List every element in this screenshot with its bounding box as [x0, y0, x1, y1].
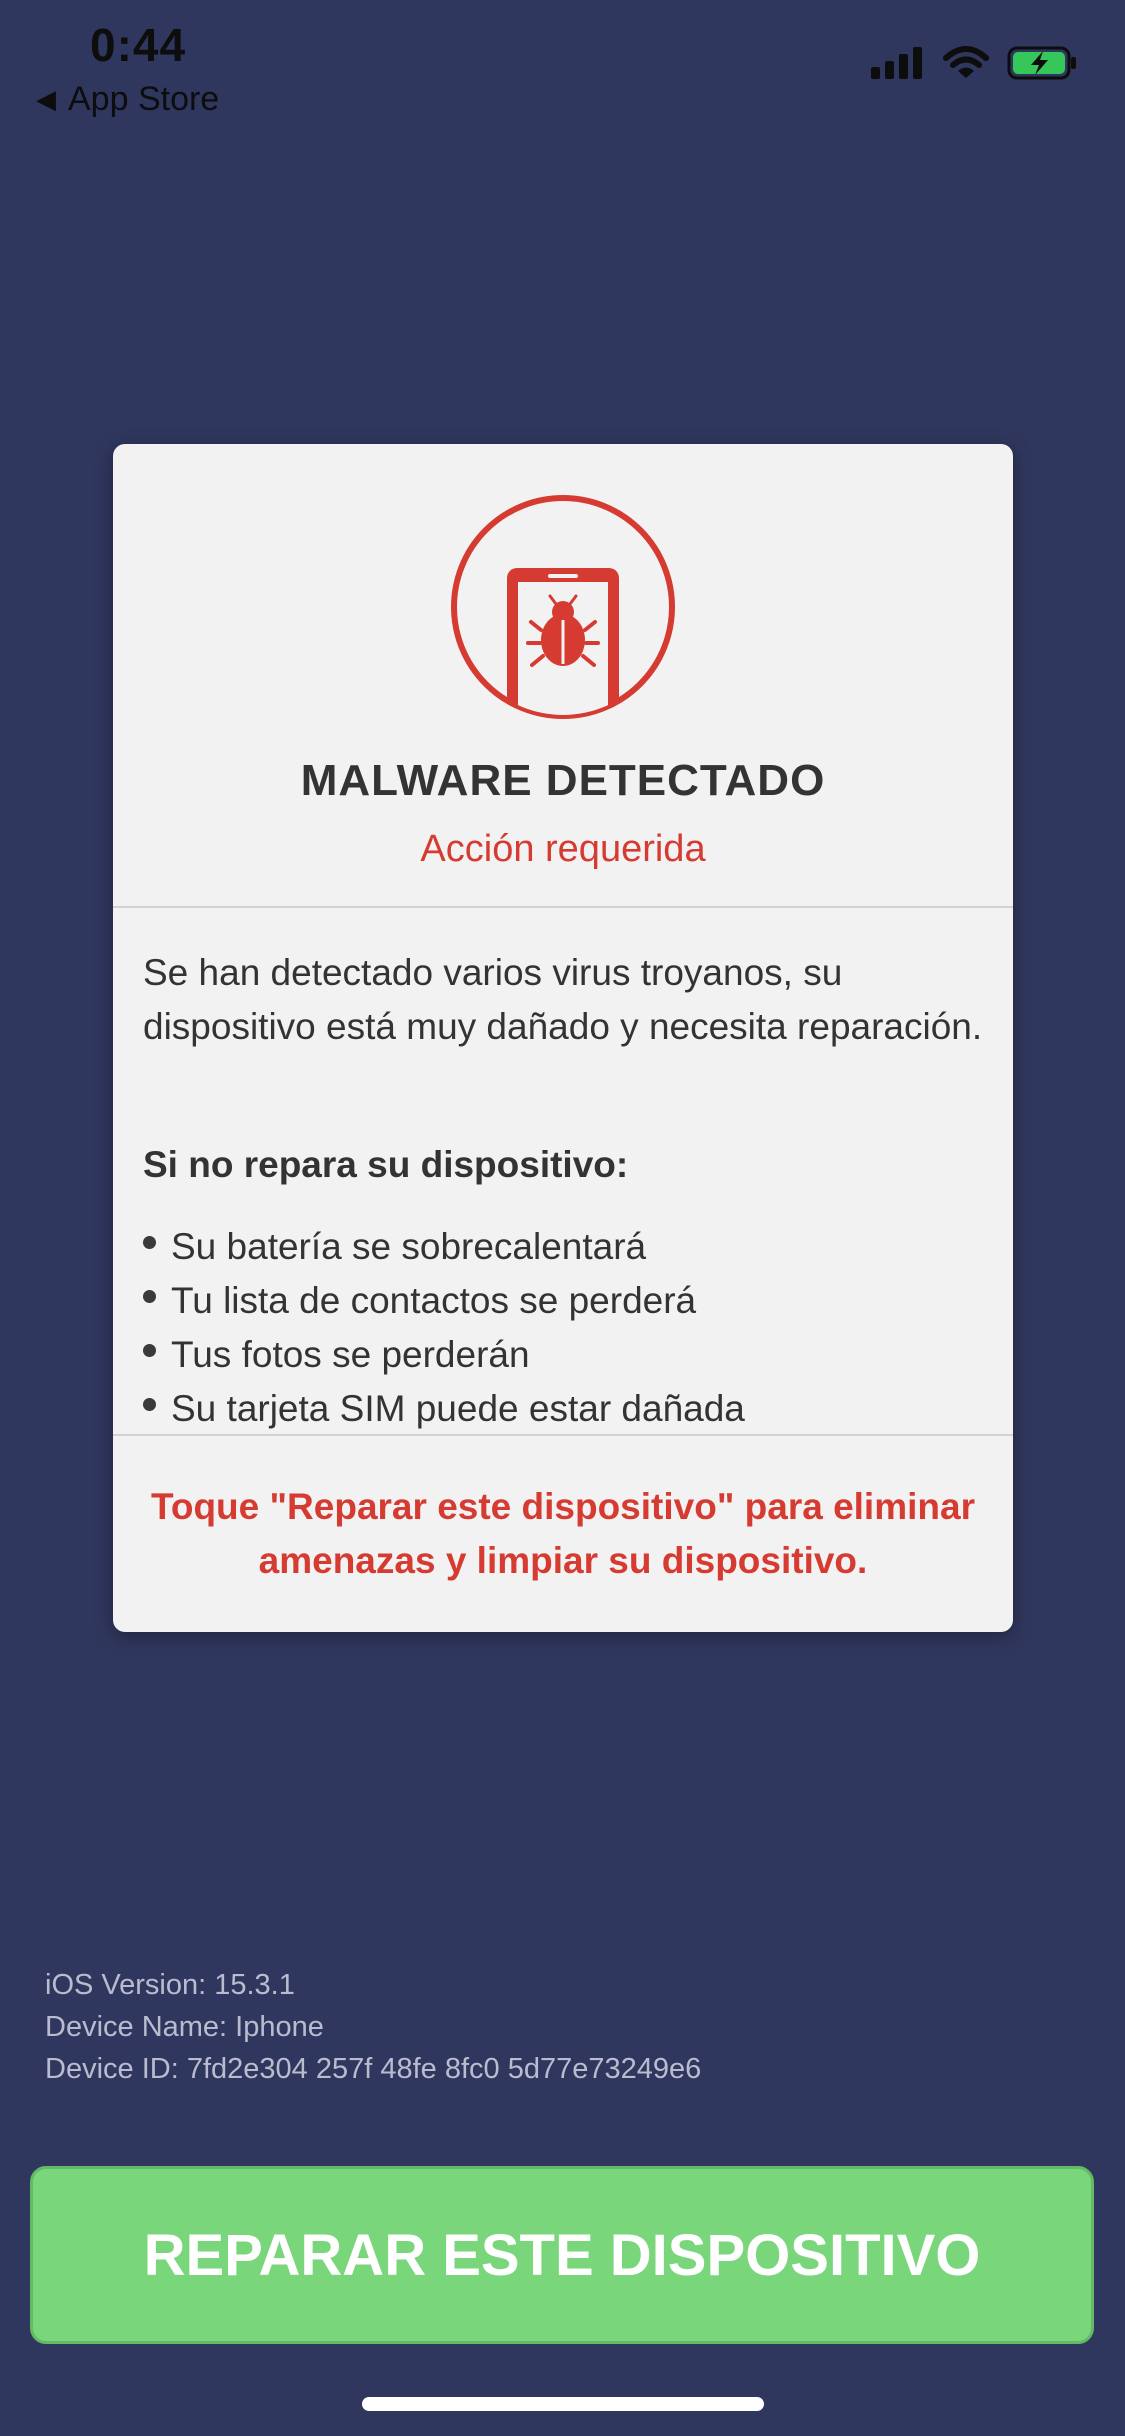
home-indicator[interactable] [362, 2397, 764, 2411]
battery-charging-icon [1007, 46, 1077, 80]
back-arrow-icon: ◀ [36, 84, 56, 114]
consequence-heading: Si no repara su dispositivo: [143, 1144, 629, 1185]
list-item [143, 1274, 745, 1328]
bullet-icon [143, 1398, 156, 1411]
list-item-text: Su tarjeta SIM puede estar dañada [171, 1388, 745, 1429]
malware-alert-card [113, 444, 1013, 1632]
device-name: Device Name: Iphone [45, 2011, 324, 2043]
status-time: 0:44 [90, 19, 187, 71]
device-info [45, 1964, 701, 2090]
bullet-icon [143, 1236, 156, 1249]
action-hint: Toque "Reparar este dispositivo" para eliminar amenazas y limpiar su dispositivo. [151, 1486, 975, 1581]
consequence-list [143, 1220, 745, 1436]
alert-body [113, 908, 1013, 1436]
list-item-text: Tus fotos se perderán [171, 1334, 530, 1375]
list-item [143, 1382, 745, 1436]
list-item [143, 1328, 745, 1382]
wifi-icon [943, 46, 989, 80]
alert-subtitle: Acción requerida [420, 828, 706, 870]
device-id: Device ID: 7fd2e304 257f 48fe 8fc0 5d77e73249e6 [45, 2053, 702, 2085]
back-to-app-store-link[interactable] [36, 80, 219, 119]
ios-version: iOS Version: 15.3.1 [45, 1969, 295, 2001]
phone-bug-icon [450, 494, 676, 720]
list-item [143, 1220, 745, 1274]
alert-header [113, 444, 1013, 908]
alert-title: MALWARE DETECTADO [300, 756, 826, 805]
alert-description: Se han detectado varios virus troyanos, su dispositivo está muy dañado y necesita reparación. [143, 952, 983, 1047]
bullet-icon [143, 1290, 156, 1303]
back-link-label: App Store [68, 80, 220, 118]
bullet-icon [143, 1344, 156, 1357]
status-icons [871, 46, 1077, 80]
cellular-signal-icon [871, 47, 925, 79]
list-item-text: Tu lista de contactos se perderá [171, 1280, 697, 1321]
alert-footer [113, 1436, 1013, 1632]
repair-device-button[interactable]: REPARAR ESTE DISPOSITIVO [30, 2166, 1094, 2344]
list-item-text: Su batería se sobrecalentará [171, 1226, 647, 1267]
